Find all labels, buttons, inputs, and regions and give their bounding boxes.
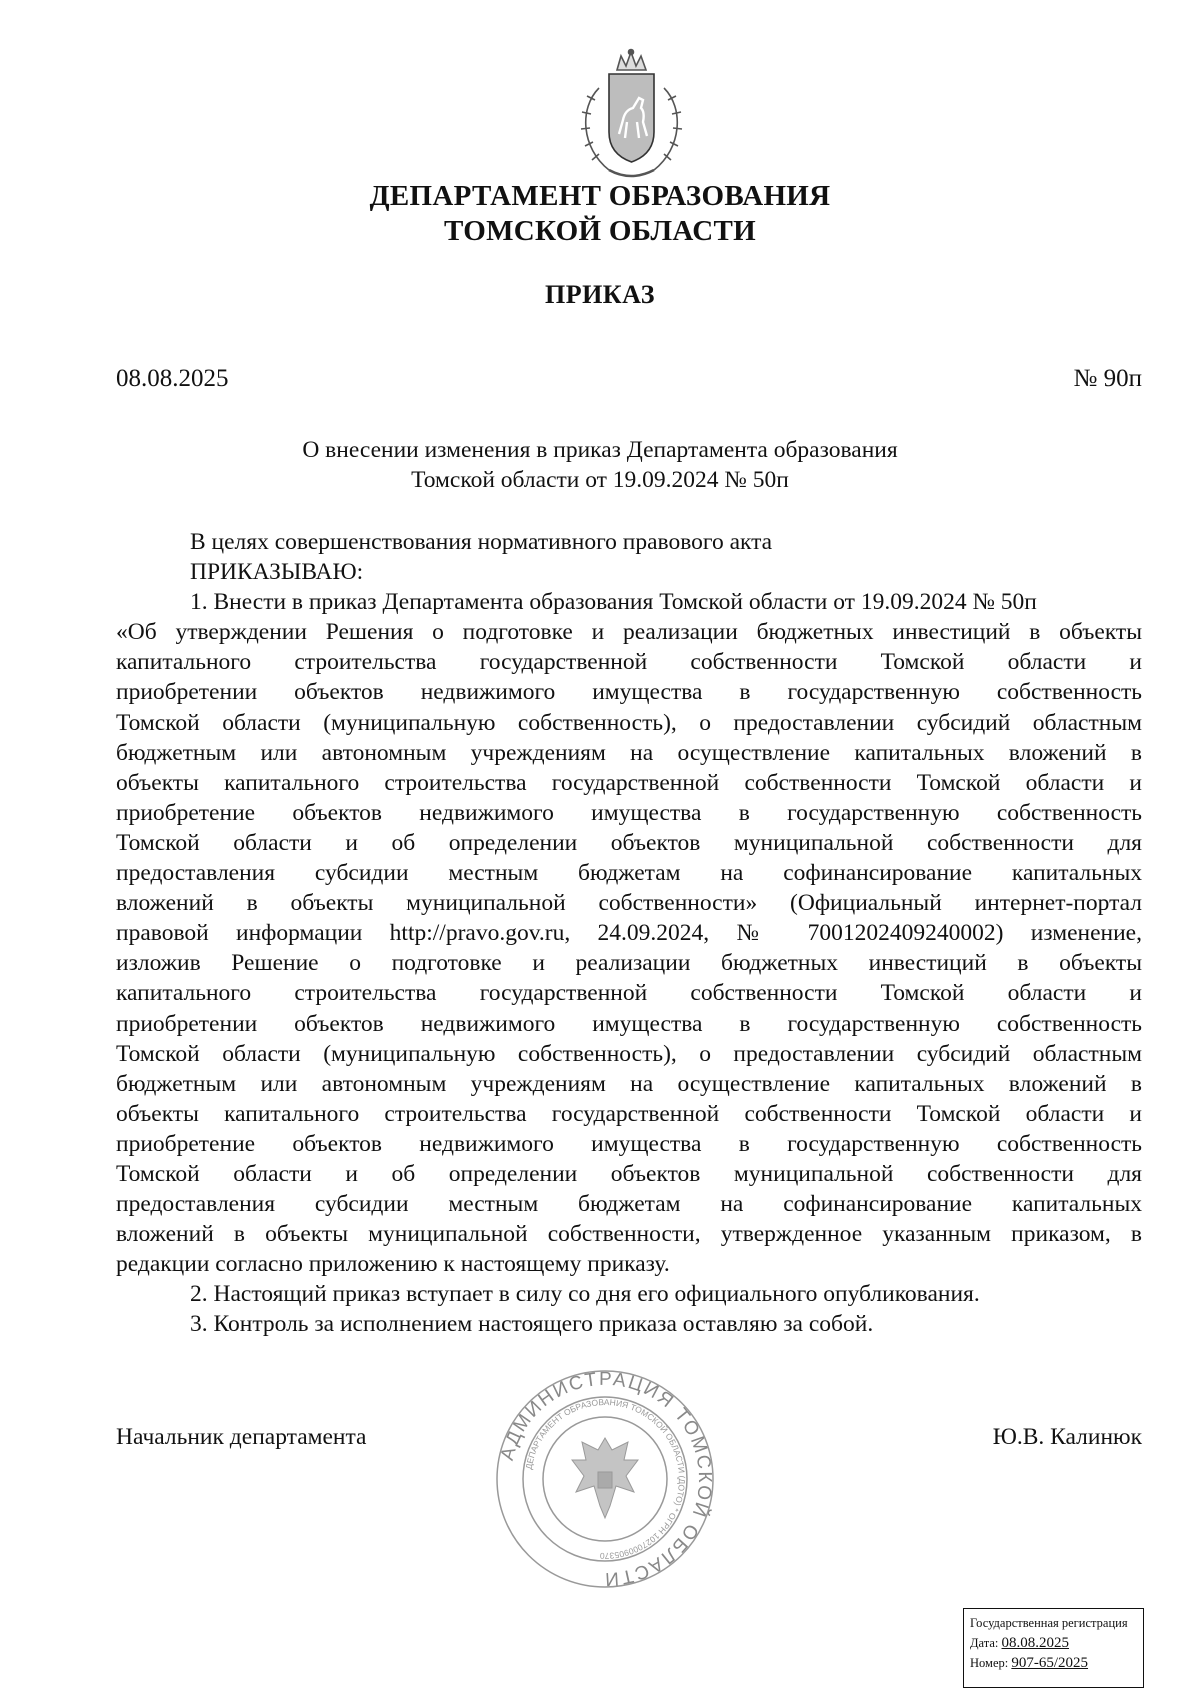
body-line: приобретении объектов недвижимого имущества в государственную собственность [116,679,1142,706]
body-line: Томской области (муниципальную собственность), о предоставлении субсидий областным [116,709,1142,736]
body-line: ПРИКАЗЫВАЮ: [190,559,364,586]
body-line: капитального строительства государственной собственности Томской области и [116,980,1142,1007]
registration-box [963,1608,1144,1688]
registration-date-row [970,1633,1137,1653]
body-line: приобретение объектов недвижимого имущества в государственную собственность [116,799,1142,826]
body-line: предоставления субсидии местным бюджетам на софинансирование капитальных [116,860,1142,887]
body-line: В целях совершенствования нормативного правового акта [190,529,773,555]
body-line: изложив Решение о подготовке и реализации бюджетных инвестиций в объекты [116,950,1142,977]
body-line: приобретение объектов недвижимого имущества в государственную собственность [116,1130,1142,1157]
official-seal-stamp [494,1368,716,1590]
body-line: 3. Контроль за исполнением настоящего приказа оставляю за собой. [190,1311,874,1338]
body-line: вложений в объекты муниципальной собственности» (Официальный интернет-портал [116,890,1142,917]
body-line: Томской области и об определении объектов муниципальной собственности для [116,1160,1142,1187]
coat-of-arms-emblem [569,48,694,188]
document-type: ПРИКАЗ [544,280,656,309]
body-line: капитального строительства государственной собственности Томской области и [116,649,1142,676]
seal-inner-text: ДЕПАРТАМЕНТ ОБРАЗОВАНИЯ ТОМСКОЙ ОБЛАСТИ (ДОТО) * ОГРН 1027000905370 [523,1396,688,1562]
body-line: 2. Настоящий приказ вступает в силу со дня его официального опубликования. [190,1281,980,1308]
body-line: 1. Внести в приказ Департамента образования Томской области от 19.09.2024 № 50п [190,589,1037,616]
subject-line2: Томской области от 19.09.2024 № 50п [411,467,789,493]
body-line: бюджетным или автономным учреждениям на осуществление капитальных вложений в [116,1070,1142,1097]
body-line: правовой информации http://pravo.gov.ru, 24.09.2024, № 7001202409240002) изменение, [116,920,1142,947]
registration-number-value: 907-65/2025 [1011,1655,1089,1671]
registration-heading: Государственная регистрация [970,1616,1128,1630]
body-line: Томской области (муниципальную собственность), о предоставлении субсидий областным [116,1040,1142,1067]
registration-number-label: Номер: [970,1656,1009,1670]
signatory-name: Ю.В. Калинюк [992,1424,1142,1450]
organization-name-line1: ДЕПАРТАМЕНТ ОБРАЗОВАНИЯ [369,180,831,212]
subject-line1: О внесении изменения в приказ Департамента образования [302,437,898,463]
body-line: вложений в объекты муниципальной собственности, утвержденное указанным приказом, в [116,1221,1142,1248]
registration-date-label: Дата: [970,1636,999,1650]
document-number: № 90п [1073,365,1142,392]
body-line: приобретении объектов недвижимого имущества в государственную собственность [116,1010,1142,1037]
document-date: 08.08.2025 [116,365,229,392]
body-line: объекты капитального строительства государственной собственности Томской области и [116,769,1142,796]
body-line: «Об утверждении Решения о подготовке и реализации бюджетных инвестиций в объекты [116,619,1142,646]
signatory-title: Начальник департамента [116,1424,367,1450]
seal-outer-text: АДМИНИСТРАЦИЯ ТОМСКОЙ ОБЛАСТИ [496,1368,716,1590]
registration-date-value: 08.08.2025 [1001,1635,1070,1651]
body-line: бюджетным или автономным учреждениям на осуществление капитальных вложений в [116,739,1142,766]
body-line: редакции согласно приложению к настоящему приказу. [116,1251,670,1278]
registration-number-row [970,1653,1137,1673]
organization-name-line2: ТОМСКОЙ ОБЛАСТИ [444,215,756,247]
body-line: предоставления субсидии местным бюджетам на софинансирование капитальных [116,1191,1142,1218]
body-line: объекты капитального строительства государственной собственности Томской области и [116,1100,1142,1127]
body-line: Томской области и об определении объектов муниципальной собственности для [116,829,1142,856]
order-body [116,527,1142,1340]
